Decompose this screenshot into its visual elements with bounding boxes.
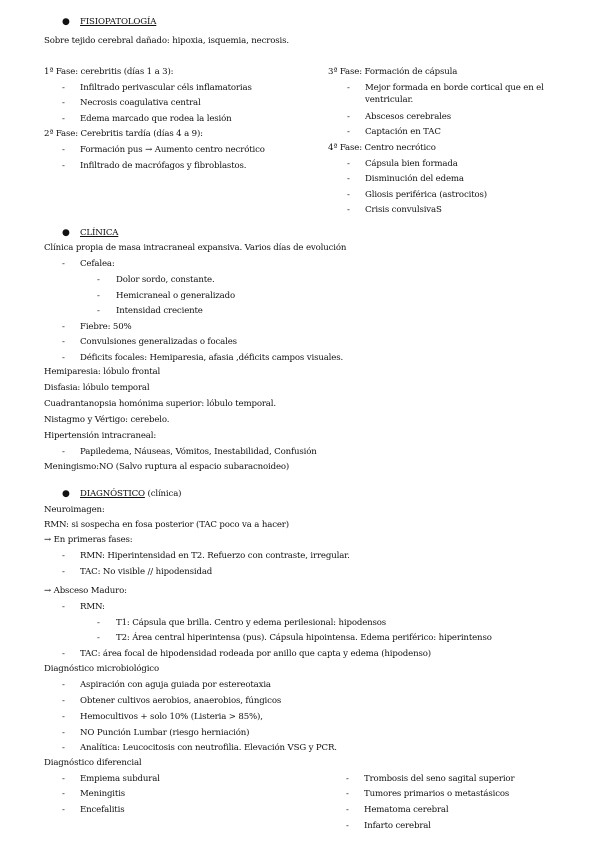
dash: -: [62, 551, 65, 561]
fase2-title: 2ª Fase: Cerebritis tardía (días 4 a 9):: [44, 129, 203, 139]
neuroimagen-label: Neuroimagen:: [44, 505, 105, 515]
dash: -: [62, 728, 65, 738]
list-item: TAC: No visible // hipodensidad: [80, 567, 213, 577]
dash: -: [62, 567, 65, 577]
dash: -: [347, 112, 350, 122]
list-item: Dolor sordo, constante.: [116, 275, 215, 285]
dash: -: [62, 774, 65, 784]
dash: -: [62, 98, 65, 108]
list-item: Empiema subdural: [80, 774, 160, 784]
bullet-dot: ●: [62, 489, 70, 499]
text-line: Cuadrantanopsia homónima superior: lóbulo temporal.: [44, 399, 276, 409]
dash: -: [346, 774, 349, 784]
dash: -: [62, 680, 65, 690]
dash: -: [62, 602, 65, 612]
cefalea-label: Cefalea:: [80, 259, 115, 269]
list-item: Mejor formada en borde cortical que en el: [365, 83, 544, 93]
dash: -: [62, 145, 65, 155]
list-item: RMN: Hiperintensidad en T2. Refuerzo con contraste, irregular.: [80, 551, 350, 561]
dash: -: [62, 805, 65, 815]
list-item: TAC: área focal de hipodensidad rodeada por anillo que capta y edema (hipodenso): [80, 649, 431, 659]
list-item: Hematoma cerebral: [364, 805, 449, 815]
diferencial-title: Diagnóstico diferencial: [44, 758, 142, 768]
bullet-dot: ●: [62, 228, 70, 238]
list-item: Necrosis coagulativa central: [80, 98, 201, 108]
dash: -: [347, 190, 350, 200]
primeras-fases-label: → En primeras fases:: [44, 535, 133, 545]
bullet-dot: ●: [62, 17, 70, 27]
list-item: Edema marcado que rodea la lesión: [80, 114, 232, 124]
list-item: Aspiración con aguja guiada por estereotaxia: [80, 680, 271, 690]
meningismo-line: Meningismo:NO (Salvo ruptura al espacio subaracnoideo): [44, 462, 290, 472]
dash: -: [97, 275, 100, 285]
dash: -: [62, 353, 65, 363]
absceso-maduro-label: → Absceso Maduro:: [44, 586, 127, 596]
list-item: Crisis convulsivaS: [365, 205, 442, 215]
list-item: Trombosis del seno sagital superior: [364, 774, 515, 784]
dash: -: [346, 821, 349, 831]
list-item: Formación pus → Aumento centro necrótico: [80, 145, 265, 155]
text-line: Hemiparesia: lóbulo frontal: [44, 367, 161, 377]
dash: -: [62, 743, 65, 753]
dash: -: [97, 306, 100, 316]
rmn-label: RMN:: [80, 602, 105, 612]
list-item: Obtener cultivos aerobios, anaerobios, fúngicos: [80, 696, 282, 706]
fase1-title: 1ª Fase: cerebritis (días 1 a 3):: [44, 67, 174, 77]
dash: -: [347, 174, 350, 184]
dash: -: [347, 127, 350, 137]
fase3-title: 3ª Fase: Formación de cápsula: [328, 67, 458, 77]
dash: -: [62, 161, 65, 171]
list-item: Déficits focales: Hemiparesia, afasia ,déficits campos visuales.: [80, 353, 344, 363]
list-item: T1: Cápsula que brilla. Centro y edema perilesional: hipodensos: [116, 618, 387, 628]
list-item: Papiledema, Náuseas, Vómitos, Inestabilidad, Confusión: [80, 447, 317, 457]
list-item: Hemicraneal o generalizado: [116, 291, 236, 301]
section-heading-fisiopatologia: FISIOPATOLOGÍA: [80, 17, 157, 27]
dash: -: [347, 205, 350, 215]
list-item: Disminución del edema: [365, 174, 464, 184]
dash: -: [97, 291, 100, 301]
list-item: Abscesos cerebrales: [365, 112, 451, 122]
list-item: Convulsiones generalizadas o focales: [80, 337, 237, 347]
dash: -: [62, 337, 65, 347]
microbiologico-title: Diagnóstico microbiológico: [44, 664, 159, 674]
text-line: Nistagmo y Vértigo: cerebelo.: [44, 415, 170, 425]
diagnostico-heading-text: DIAGNÓSTICO: [80, 489, 145, 499]
text-line: Disfasia: lóbulo temporal: [44, 383, 150, 393]
dash: -: [62, 447, 65, 457]
clinica-intro: Clínica propia de masa intracraneal expansiva. Varios días de evolución: [44, 243, 347, 253]
list-item: Meningitis: [80, 789, 126, 799]
list-item: Encefalitis: [80, 805, 125, 815]
list-item: Intensidad creciente: [116, 306, 203, 316]
list-item: Infarto cerebral: [364, 821, 431, 831]
dash: -: [62, 259, 65, 269]
dash: -: [62, 696, 65, 706]
dash: -: [346, 805, 349, 815]
list-item: Fiebre: 50%: [80, 322, 132, 332]
dash: -: [62, 712, 65, 722]
fase4-title: 4ª Fase: Centro necrótico: [328, 143, 436, 153]
section-heading-clinica: CLÍNICA: [80, 228, 119, 238]
dash: -: [97, 633, 100, 643]
list-item: NO Punción Lumbar (riesgo herniación): [80, 728, 250, 738]
dash: -: [62, 649, 65, 659]
dash: -: [62, 114, 65, 124]
fisio-intro: Sobre tejido cerebral dañado: hipoxia, isquemia, necrosis.: [44, 36, 289, 46]
list-item: Hemocultivos + solo 10% (Listeria > 85%),: [80, 712, 263, 722]
hipertension-label: Hipertensión intracraneal:: [44, 431, 157, 441]
dash: -: [97, 618, 100, 628]
rmn-sospecha: RMN: si sospecha en fosa posterior (TAC poco va a hacer): [44, 520, 289, 530]
section-heading-diagnostico: [80, 489, 181, 500]
list-item: Infiltrado perivascular céls inflamatorias: [80, 83, 252, 93]
dash: -: [346, 789, 349, 799]
list-item: Cápsula bien formada: [365, 159, 458, 169]
list-item: Analítica: Leucocitosis con neutrofilia. Elevación VSG y PCR.: [80, 743, 337, 753]
list-item: Tumores primarios o metastásicos: [364, 789, 510, 799]
dash: -: [62, 83, 65, 93]
diagnostico-heading-suffix: (clínica): [144, 489, 182, 499]
list-item: Gliosis periférica (astrocitos): [365, 190, 487, 200]
dash: -: [347, 159, 350, 169]
list-item: T2: Área central hiperintensa (pus). Cápsula hipointensa. Edema periférico: hiperintenso: [116, 633, 492, 643]
dash: -: [347, 83, 350, 93]
list-item-continuation: ventricular.: [365, 95, 414, 105]
list-item: Captación en TAC: [365, 127, 441, 137]
dash: -: [62, 322, 65, 332]
dash: -: [62, 789, 65, 799]
list-item: Infiltrado de macrófagos y fibroblastos.: [80, 161, 247, 171]
